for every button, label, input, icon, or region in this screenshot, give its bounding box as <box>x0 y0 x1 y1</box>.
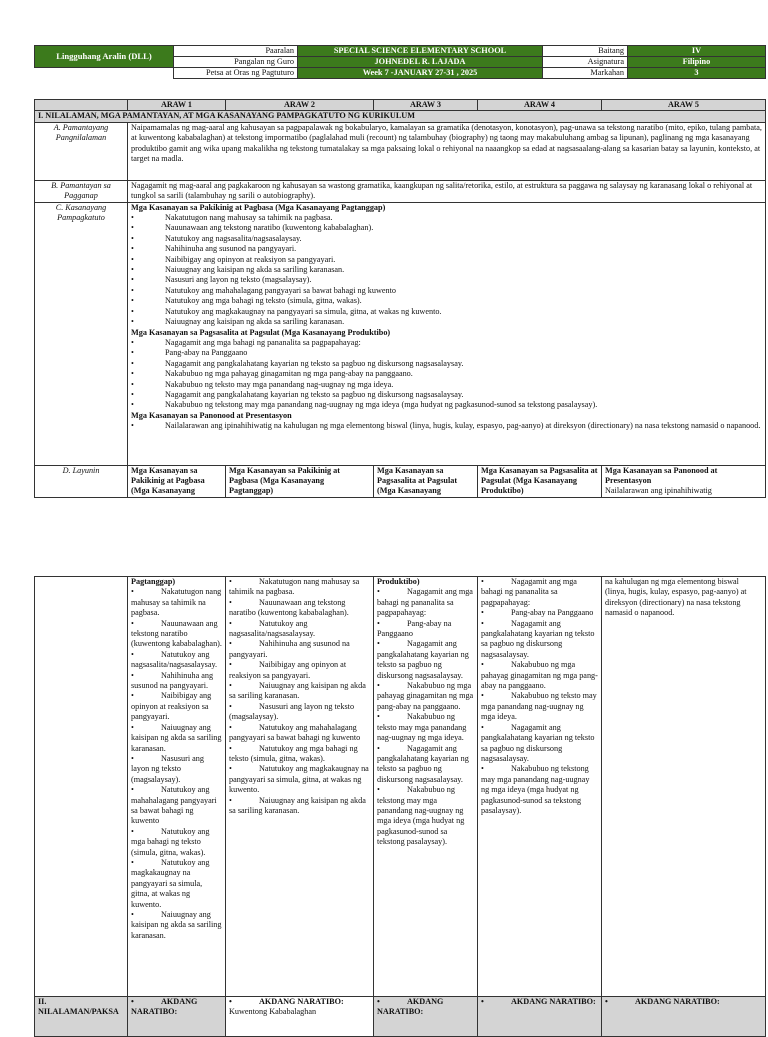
paaralan-value: SPECIAL SCIENCE ELEMENTARY SCHOOL <box>298 46 543 57</box>
list-item: • Nakabubuo ng tekstong may mga panandang nag-uugnay ng mga ideya (mga hudyat ng pagkasunod-sunod sa tekstong pasalaysay). <box>481 764 598 816</box>
a-label: A. Pamantayang Pangnilalaman <box>35 122 128 180</box>
list-item: • Natutukoy ang magkakaugnay na pangyayari sa simula, gitna, at wakas ng kuwento. <box>131 858 222 910</box>
list-item: • Nagagamit ang pangkalahatang kayarian ng teksto sa pagbuo ng diskursong nagsasalaysay. <box>481 723 598 765</box>
d-col-1: Mga Kasanayan sa Pakikinig at Pagbasa (Mga Kasanayang <box>128 465 226 497</box>
list-item: • Naiuugnay ang kaisipan ng akda sa sariling karanasan. <box>131 723 222 754</box>
cont-col-2 <box>226 577 374 997</box>
cont-col-1 <box>128 577 226 997</box>
s2-col-2-sub: Kuwentong Kababalaghan <box>229 1007 317 1017</box>
list-item: • Nakabubuo ng mga pahayag ginagamitan ng mga pang-abay na panggaano. <box>481 660 598 691</box>
baitang-value: IV <box>628 46 766 57</box>
list-item: • Nahihinuha ang susunod na pangyayari. <box>229 639 370 660</box>
list-item: • Nakabubuo ng tekstong may mga panandang nag-uugnay ng mga ideya (mga hudyat ng pagkasunod-sunod sa tekstong pasalaysay). <box>131 400 762 410</box>
day-2-header: ARAW 2 <box>226 100 374 111</box>
s2-col-3-text: • AKDANG NARATIBO: <box>377 997 474 1018</box>
asignatura-value: Filipino <box>628 57 766 68</box>
day-3-header: ARAW 3 <box>374 100 478 111</box>
d-col-2: Mga Kasanayan sa Pakikinig at Pagbasa (Mga Kasanayang Pagtanggap) <box>226 465 374 497</box>
list-item: • Nauunawaan ang tekstong naratibo (kuwentong kababalaghan). <box>229 598 370 619</box>
list-item: • Nailalarawan ang ipinahihiwatig na kahulugan ng mga elementong biswal (linya, hugis, kulay, espasyo, pag-aanyo) at direksyon (directionary) na nasa tekstong namasid o napanood. <box>131 421 762 431</box>
section-2-label: II. NILALAMAN/PAKSA <box>35 997 128 1037</box>
list-item: • Nakabubuo ng mga pahayag ginagamitan ng mga pang-abay na panggaano. <box>377 681 474 712</box>
s2-col-2 <box>226 997 374 1037</box>
markahan-value: 3 <box>628 68 766 79</box>
day-4-header: ARAW 4 <box>478 100 602 111</box>
plan-table-continued <box>34 576 766 1037</box>
cont-col-3 <box>374 577 478 997</box>
list-item: • Pang-abay na Panggaano <box>481 608 598 618</box>
list-item: • Natutukoy ang mga bahagi ng teksto (simula, gitna, wakas). <box>131 296 762 306</box>
list-item: • Nagagamit ang mga bahagi ng pananalita sa pagpapahayag: <box>481 577 598 608</box>
b-label: B. Pamantayan sa Pagganap <box>35 180 128 202</box>
cont-label-cell <box>35 577 128 997</box>
list-item: • Natutukoy ang nagsasalita/nagsasalaysay. <box>131 650 222 671</box>
list-item: • Naiuugnay ang kaisipan ng akda sa sariling karanasan. <box>131 317 762 327</box>
list-item: • Nagagamit ang pangkalahatang kayarian ng teksto sa pagbuo ng diskursong nagsasalaysay. <box>377 639 474 681</box>
day-5-header: ARAW 5 <box>602 100 766 111</box>
petsa-value: Week 7 -JANUARY 27-31 , 2025 <box>298 68 543 79</box>
c-content <box>128 202 766 465</box>
c-group-2-title: Mga Kasanayan sa Pagsasalita at Pagsulat (Mga Kasanayang Produktibo) <box>131 327 391 337</box>
list-item: • Naiuugnay ang kaisipan ng akda sa sariling karanasan. <box>131 910 222 941</box>
c-group-3-title: Mga Kasanayan sa Panonood at Presentasyon <box>131 410 292 420</box>
guro-label: Pangalan ng Guro <box>174 57 298 68</box>
list-item: • Pang-abay na Panggaano <box>131 348 762 358</box>
list-item: • Nakabubuo ng teksto may mga panandang nag-uugnay ng mga ideya. <box>481 691 598 722</box>
list-item: • Nagagamit ang pangkalahatang kayarian ng teksto sa pagbuo ng diskursong nagsasalaysay. <box>377 744 474 786</box>
list-item: • Nasusuri ang layon ng teksto (magsalaysay). <box>131 754 222 785</box>
guro-value: JOHNEDEL R. LAJADA <box>298 57 543 68</box>
cont-col-4 <box>478 577 602 997</box>
day-1-header: ARAW 1 <box>128 100 226 111</box>
list-item: • Nauunawaan ang tekstong naratibo (kuwentong kababalaghan). <box>131 619 222 650</box>
dll-title: Lingguhang Aralin (DLL) <box>35 46 174 68</box>
list-item: • Naiuugnay ang kaisipan ng akda sa sariling karanasan. <box>229 796 370 817</box>
list-item: • Nakatutugon nang mahusay sa tahimik na pagbasa. <box>131 587 222 618</box>
list-item: • Natutukoy ang mahahalagang pangyayari sa bawat bahagi ng kuwento <box>131 785 222 827</box>
list-item: • Naibibigay ang opinyon at reaksiyon sa pangyayari. <box>131 691 222 722</box>
s2-col-1-text: • AKDANG NARATIBO: <box>131 997 222 1018</box>
s2-col-5 <box>602 997 766 1037</box>
s2-col-1 <box>128 997 226 1037</box>
s2-col-3 <box>374 997 478 1037</box>
list-item: • Natutukoy ang mga bahagi ng teksto (simula, gitna, wakas). <box>131 827 222 858</box>
section-1-title: I. NILALAMAN, MGA PAMANTAYAN, AT MGA KASANAYANG PAMPAGKATUTO NG KURIKULUM <box>35 111 766 122</box>
cont-col-3-head: Produktibo) <box>377 577 420 586</box>
d-col-5-text: Nailalarawan ang ipinahihiwatig <box>605 486 712 496</box>
list-item: • Nakabubuo ng teksto may mga panandang nag-uugnay ng mga ideya. <box>131 380 762 390</box>
list-item: • Natutukoy ang mahahalagang pangyayari sa bawat bahagi ng kuwento <box>229 723 370 744</box>
list-item: • Nagagamit ang pangkalahatang kayarian ng teksto sa pagbuo ng diskursong nagsasalaysay. <box>481 619 598 661</box>
s2-col-4-text: • AKDANG NARATIBO: <box>481 997 598 1007</box>
list-item: • Nasusuri ang layon ng teksto (magsalaysay). <box>131 275 762 285</box>
list-item: • Pang-abay na Panggaano <box>377 619 474 640</box>
d-label: D. Layunin <box>35 465 128 497</box>
list-item: • Nahihinuha ang susunod na pangyayari. <box>131 244 762 254</box>
list-item: • Nakabubuo ng teksto may mga panandang nag-uugnay ng mga ideya. <box>377 712 474 743</box>
petsa-label: Petsa at Oras ng Pagtuturo <box>174 68 298 79</box>
list-item: • Natutukoy ang nagsasalita/nagsasalaysay. <box>131 234 762 244</box>
list-item: • Nakatutugon nang mahusay sa tahimik na pagbasa. <box>229 577 370 598</box>
list-item: • Natutukoy ang mga bahagi ng teksto (simula, gitna, wakas). <box>229 744 370 765</box>
s2-col-5-text: • AKDANG NARATIBO: <box>605 997 762 1007</box>
cont-col-1-head: Pagtanggap) <box>131 577 176 586</box>
c-label: C. Kasanayang Pampagkatuto <box>35 202 128 465</box>
list-item: • Naibibigay ang opinyon at reaksiyon sa pangyayari. <box>229 660 370 681</box>
list-item: • Natutukoy ang magkakaugnay na pangyayari sa simula, gitna, at wakas ng kuwento. <box>229 764 370 795</box>
list-item: • Natutukoy ang mahahalagang pangyayari sa bawat bahagi ng kuwento <box>131 286 762 296</box>
a-text: Naipamamalas ng mag-aaral ang kahusayan sa pagpapalawak ng bokabularyo, kamalayan sa gramatika (denotasyon, konotasyon), pag-unawa sa tekstong naratibo (mito, epiko, tulang pambata, at kuwentong kababalaghan) at tekstong impormatibo (paglalahad muli (recount) ng talambuhay (biography) ng taong may makabuluhang ambag sa lipunan), paglinang ng mga kasanayang produktibo gamit ang wika upang makalikha ng tekstong tumatalakay sa mga paksaing lokal o rehiyonal na naaangkop sa edad at nagsasaalang-alang sa kasarian batay sa layunin, konteksto, at target na madla. <box>128 122 766 180</box>
list-item: • Naibibigay ang opinyon at reaksiyon sa pangyayari. <box>131 255 762 265</box>
list-item: • Nasusuri ang layon ng teksto (magsalaysay). <box>229 702 370 723</box>
list-item: • Nakabubuo ng tekstong may mga panandang nag-uugnay ng mga ideya (mga hudyat ng pagkasunod-sunod sa tekstong pasalaysay). <box>377 785 474 847</box>
list-item: • Nagagamit ang pangkalahatang kayarian ng tekstо sa pagbuo ng diskursong nagsasalaysay. <box>131 359 762 369</box>
b-text: Nagagamit ng mag-aaral ang pagkakaroon ng kahusayan sa wastong gramatika, kaangkupan ng salita/retorika, estilo, at estruktura sa paggawa ng salaysay ng karanasang lokal o rehiyonal at tungkol sa sarili (talambuhay ng sarili o autobiography). <box>128 180 766 202</box>
list-item: • Nahihinuha ang susunod na pangyayari. <box>131 671 222 692</box>
list-item: • Nauunawaan ang tekstong naratibo (kuwentong kababalaghan). <box>131 223 762 233</box>
d-col-3: Mga Kasanayan sa Pagsasalita at Pagsulat (Mga Kasanayang <box>374 465 478 497</box>
list-item: • Nagagamit ang pangkalahatang kayarian ng teksto sa pagbuo ng diskursong nagsasalaysay. <box>131 390 762 400</box>
s2-col-4 <box>478 997 602 1037</box>
baitang-label: Baitang <box>543 46 628 57</box>
s2-col-2-text: • AKDANG NARATIBO: <box>229 997 370 1007</box>
paaralan-label: Paaralan <box>174 46 298 57</box>
d-col-5-head: Mga Kasanayan sa Panonood at Presentasyon <box>605 465 718 486</box>
markahan-label: Markahan <box>543 68 628 79</box>
header-table <box>34 45 766 79</box>
plan-table <box>34 99 766 498</box>
list-item: • Natutukoy ang magkakaugnay na pangyayari sa simula, gitna, at wakas ng kuwento. <box>131 307 762 317</box>
list-item: • Naiuugnay ang kaisipan ng akda sa sariling karanasan. <box>229 681 370 702</box>
c-group-1-title: Mga Kasanayan sa Pakikinig at Pagbasa (Mga Kasanayang Pagtanggap) <box>131 202 386 212</box>
cont-col-5: na kahulugan ng mga elementong biswal (linya, hugis, kulay, espasyo, pag-aanyo) at direksyon (directionary) na nasa tekstong namasid o napanood. <box>602 577 766 997</box>
list-item: • Natutukoy ang nagsasalita/nagsasalaysay. <box>229 619 370 640</box>
d-col-5 <box>602 465 766 497</box>
list-item: • Nagagamit ang mga bahagi ng pananalita sa pagpapahayag: <box>377 587 474 618</box>
asignatura-label: Asignatura <box>543 57 628 68</box>
list-item: • Nagagamit ang mga bahagi ng pananalita sa pagpapahayag: <box>131 338 762 348</box>
list-item: • Nakabubuo ng mga pahayag ginagamitan ng mga pang-abay na panggaano. <box>131 369 762 379</box>
d-col-4: Mga Kasanayan sa Pagsasalita at Pagsulat (Mga Kasanayang Produktibo) <box>478 465 602 497</box>
list-item: • Naiuugnay ang kaisipan ng akda sa sariling karanasan. <box>131 265 762 275</box>
list-item: • Nakatutugon nang mahusay sa tahimik na pagbasa. <box>131 213 762 223</box>
